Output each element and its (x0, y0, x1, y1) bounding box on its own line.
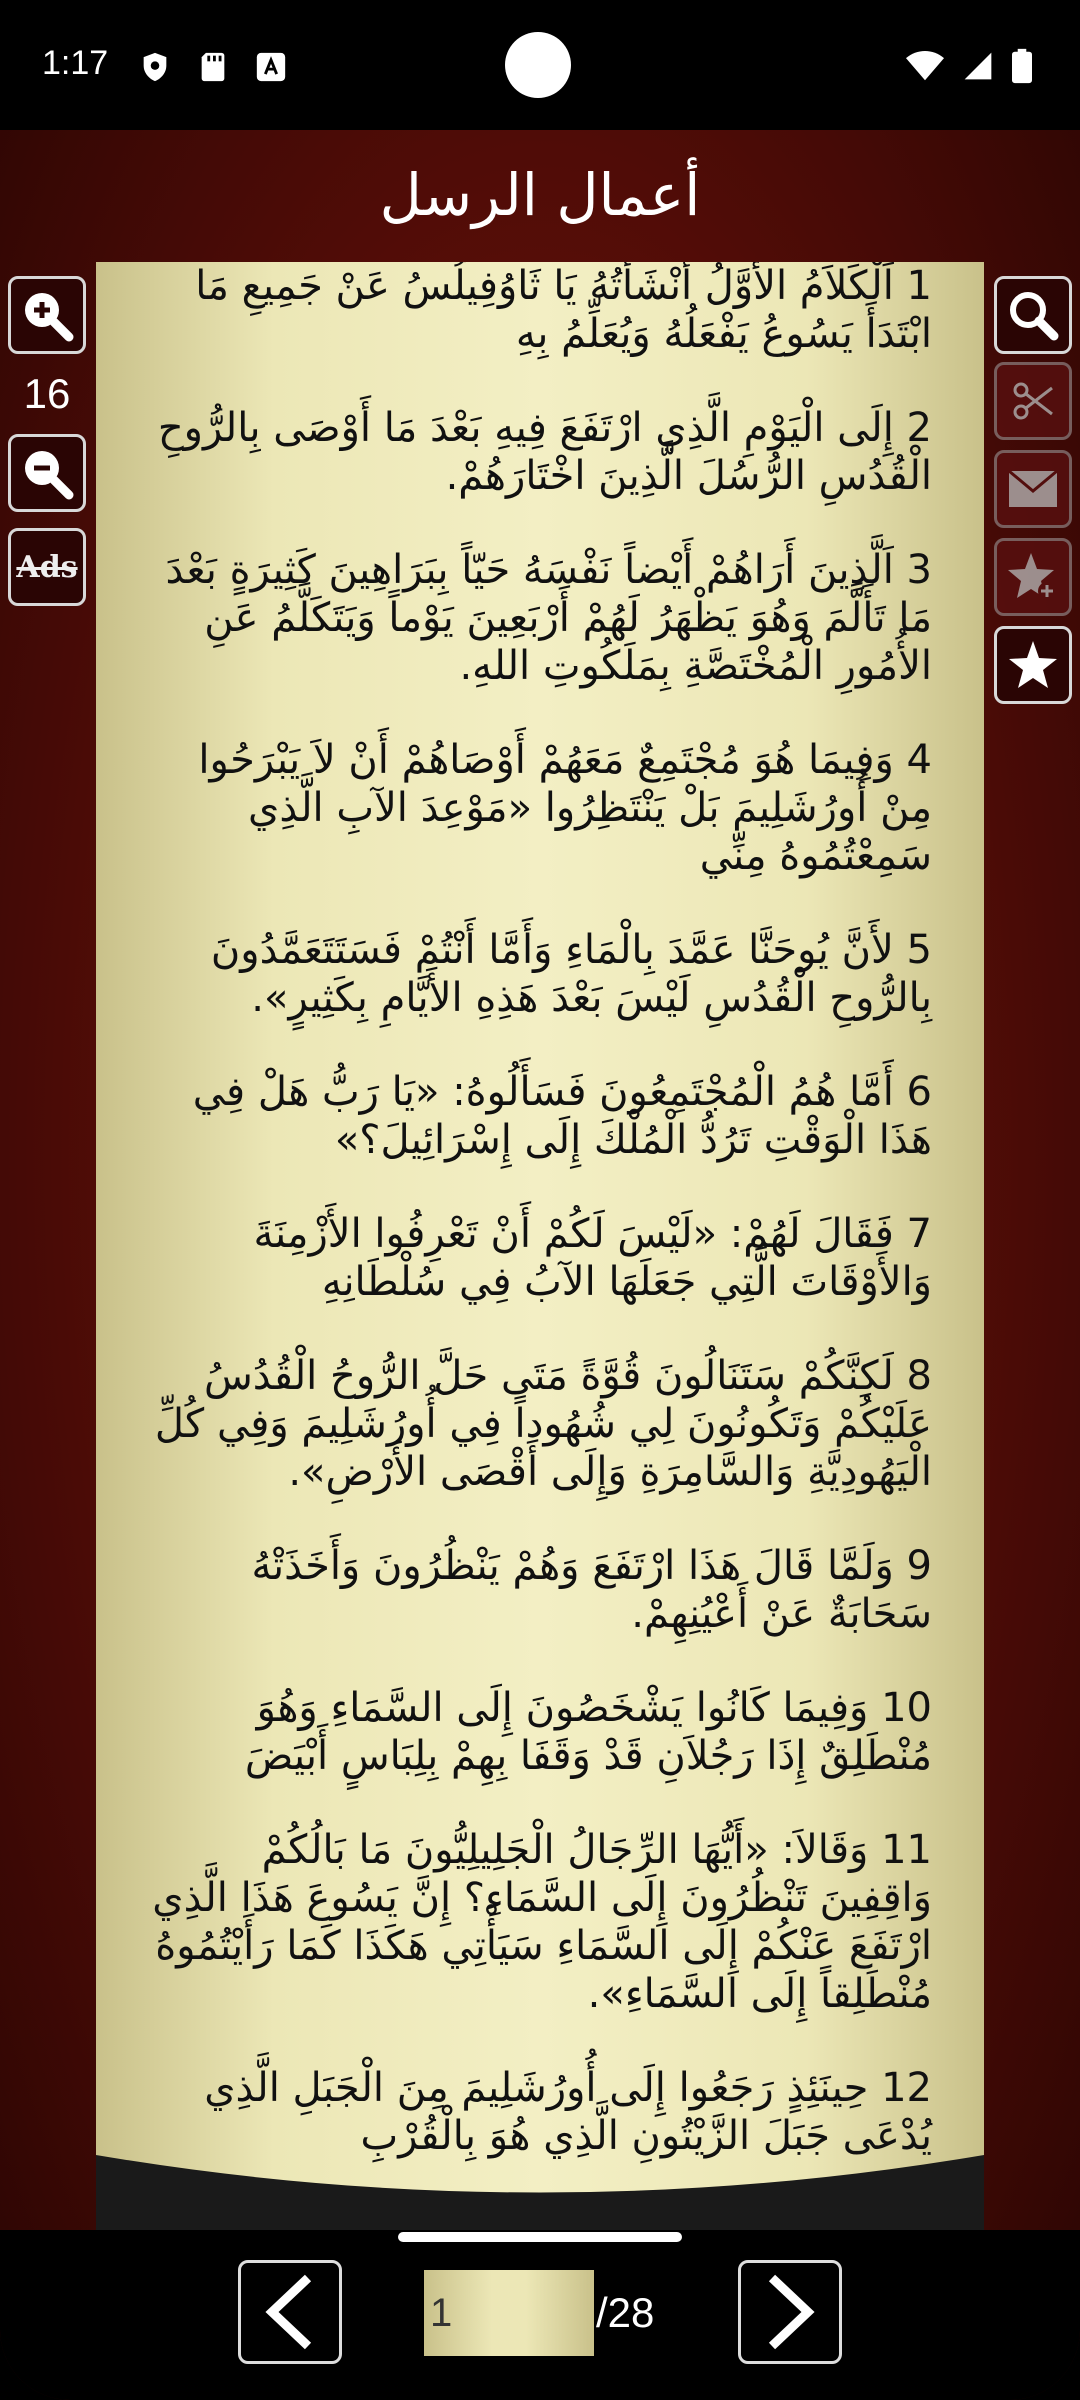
chevron-right-icon (758, 2272, 822, 2352)
next-page-button[interactable] (738, 2260, 842, 2364)
zoom-in-button[interactable] (8, 276, 86, 354)
search-button[interactable] (994, 276, 1072, 354)
wifi-icon (906, 50, 944, 82)
page-total: /28 (596, 2289, 655, 2336)
search-icon (1005, 287, 1061, 343)
verse: 4 وَفِيمَا هُوَ مُجْتَمِعٌ مَعَهُمْ أَوْصَاهُمْ أَنْ لاَ يَبْرَحُوا مِنْ أُورُشَلِيمَ بَلْ يَنْتَظِرُوا «مَوْعِدَ الآبِ الَّذِي سَمِعْتُمُوهُ مِنِّي (198, 737, 932, 879)
status-bar (0, 0, 1080, 130)
verse: 10 وَفِيمَا كَانُوا يَشْخَصُونَ إِلَى السَّمَاءِ وَهُوَ مُنْطَلِقٌ إِذَا رَجُلاَنِ قَدْ وَقَفَا بِهِمْ بِلِبَاسٍ أَبْيَضَ (244, 1685, 932, 1779)
battery-icon (1012, 48, 1032, 84)
add-bookmark-button[interactable] (994, 538, 1072, 616)
star-icon (1005, 637, 1061, 693)
camera-cutout (505, 32, 571, 98)
verse: 9 وَلَمَّا قَالَ هَذَا ارْتَفَعَ وَهُمْ يَنْظُرُونَ وَأَخَذَتْهُ سَحَابَةٌ عَنْ أَعْيُنِهِمْ. (251, 1543, 932, 1637)
previous-page-button[interactable] (238, 2260, 342, 2364)
text-page[interactable] (96, 262, 984, 2230)
shield-icon (138, 50, 172, 84)
verse: 1 اَلْكَلاَمُ الأَوَّلُ أَنْشَأْتُهُ يَا ثَاوُفِيلُسُ عَنْ جَمِيعِ مَا ابْتَدَأَ يَسُوعُ يَفْعَلُهُ وَيُعَلِّمُ بِهِ (195, 263, 932, 357)
font-icon (254, 50, 288, 84)
zoom-out-button[interactable] (8, 434, 86, 512)
scissors-icon (1008, 376, 1058, 426)
font-size-value: 16 (23, 370, 71, 417)
verse: 7 فَقَالَ لَهُمْ: «لَيْسَ لَكُمْ أَنْ تَعْرِفُوا الأَزْمِنَةَ وَالأَوْقَاتَ الَّتِي جَعَلَهَا الآبُ فِي سُلْطَانِهِ (253, 1211, 932, 1305)
page-number-input[interactable]: 1 (424, 2270, 594, 2356)
remove-ads-button[interactable] (8, 528, 86, 606)
zoom-in-icon (19, 287, 75, 343)
cut-button[interactable] (994, 362, 1072, 440)
email-button[interactable] (994, 450, 1072, 528)
envelope-icon (1007, 469, 1059, 509)
reader-app (0, 130, 1080, 2400)
verse: 2 إِلَى الْيَوْمِ الَّذِي ارْتَفَعَ فِيهِ بَعْدَ مَا أَوْصَى بِالرُّوحِ الْقُدُسِ الرُّسُلَ الَّذِينَ اخْتَارَهُمْ. (157, 405, 932, 499)
verse: 11 وَقَالاَ: «أَيُّهَا الرِّجَالُ الْجَلِيلِيُّونَ مَا بَالُكُمْ وَاقِفِينَ تَنْظُرُونَ إِلَى السَّمَاءِ؟ إِنَّ يَسُوعَ هَذَا الَّذِي ارْتَفَعَ عَنْكُمْ إِلَى السَّمَاءِ سَيَأْتِي هَكَذَا كَمَا رَأَيْتُمُوهُ مُنْطَلِقاً إِلَى السَّمَاءِ». (152, 1827, 932, 2017)
page-navigation (0, 2230, 1080, 2400)
verse: 6 أَمَّا هُمُ الْمُجْتَمِعُونَ فَسَأَلُوهُ: «يَا رَبُّ هَلْ فِي هَذَا الْوَقْتِ تَرُدُّ الْمُلْكَ إِلَى إِسْرَائِيلَ؟» (192, 1069, 932, 1163)
gesture-bar[interactable] (398, 2232, 682, 2242)
page-curl (96, 2155, 984, 2230)
sd-card-icon (196, 50, 230, 84)
status-time: 1:17 (42, 44, 109, 82)
verse: 5 لأَنَّ يُوحَنَّا عَمَّدَ بِالْمَاءِ وَأَمَّا أَنْتُمْ فَسَتَتَعَمَّدُونَ بِالرُّوحِ الْقُدُسِ لَيْسَ بَعْدَ هَذِهِ الأَيَّامِ بِكَثِيرٍ». (210, 927, 932, 1021)
book-title: أعمال الرسل (379, 161, 701, 229)
verse: 8 لَكِنَّكُمْ سَتَنَالُونَ قُوَّةً مَتَى حَلَّ الرُّوحُ الْقُدُسُ عَلَيْكُمْ وَتَكُونُونَ لِي شُهُوداً فِي أُورُشَلِيمَ وَفِي كُلِّ الْيَهُودِيَّةِ وَالسَّامِرَةِ وَإِلَى أَقْصَى الأَرْضِ». (154, 1353, 932, 1495)
chevron-left-icon (258, 2272, 322, 2352)
zoom-out-icon (19, 445, 75, 501)
verse: 3 اَلَّذِينَ أَرَاهُمْ أَيْضاً نَفْسَهُ حَيّاً بِبَرَاهِينَ كَثِيرَةٍ بَعْدَ مَا تَأَلَّمَ وَهُوَ يَظْهَرُ لَهُمْ أَرْبَعِينَ يَوْماً وَيَتَكَلَّمُ عَنِ الأُمُورِ الْمُخْتَصَّةِ بِمَلَكُوتِ اللهِ. (165, 547, 932, 689)
bookmarks-button[interactable] (994, 626, 1072, 704)
verse: 12 حِينَئِذٍ رَجَعُوا إِلَى أُورُشَلِيمَ مِنَ الْجَبَلِ الَّذِي يُدْعَى جَبَلَ الزَّيْتُونِ الَّذِي هُوَ بِالْقُرْبِ (204, 2065, 932, 2159)
ads-label: Ads (16, 549, 78, 585)
verse-list (96, 262, 984, 2160)
signal-icon (962, 50, 994, 82)
star-plus-icon (1005, 549, 1061, 605)
